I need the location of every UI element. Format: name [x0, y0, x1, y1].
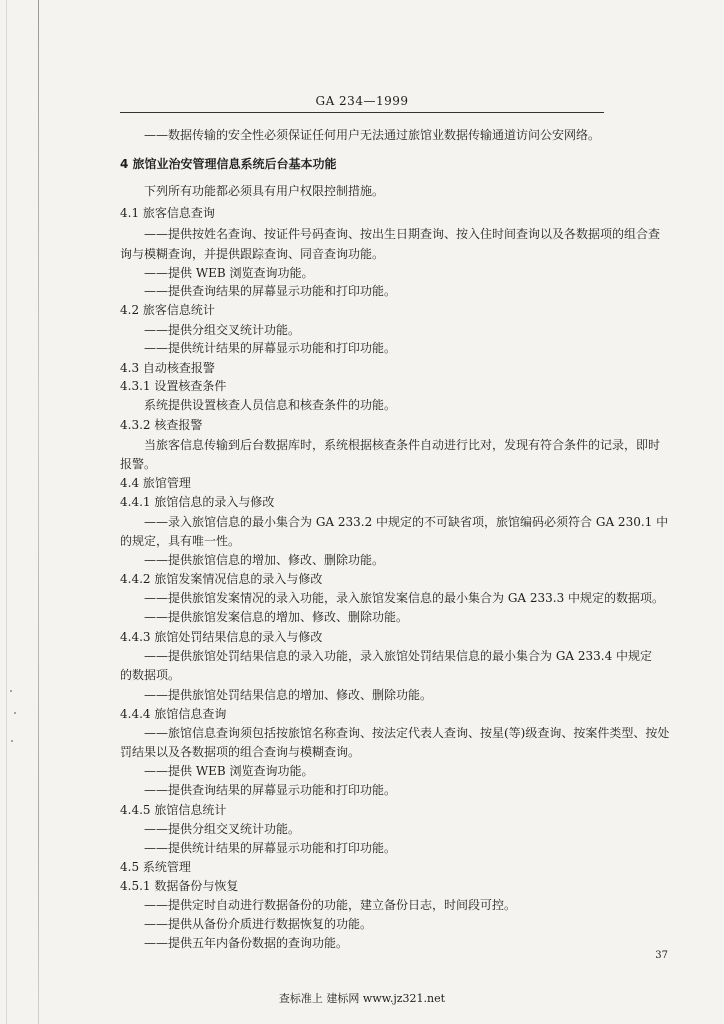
text-line: ——提供从备份介质进行数据恢复的功能。	[144, 917, 373, 931]
subsection-heading: 4.1 旅客信息查询	[120, 206, 215, 220]
subsection-heading: 4.3 自动核查报警	[120, 361, 215, 375]
text-line: ——提供查询结果的屏幕显示功能和打印功能。	[144, 284, 397, 298]
subsection-heading: 4.4 旅馆管理	[120, 476, 191, 490]
text-line: ——提供旅馆处罚结果信息的增加、修改、删除功能。	[144, 688, 433, 702]
page-number: 37	[655, 950, 668, 961]
text-line: ——数据传输的安全性必须保证任何用户无法通过旅馆业数据传输通道访问公安网络。	[144, 128, 601, 142]
text-line: 系统提供设置核查人员信息和核查条件的功能。	[144, 398, 397, 412]
header-divider	[120, 112, 604, 113]
subsection-heading: 4.4.3 旅馆处罚结果信息的录入与修改	[120, 630, 323, 644]
scan-speck	[10, 690, 12, 692]
text-line: ——提供统计结果的屏幕显示功能和打印功能。	[144, 341, 397, 355]
scan-edge-line	[38, 0, 39, 1024]
standard-number-header: GA 234—1999	[315, 94, 409, 108]
text-line: 下列所有功能都必须具有用户权限控制措施。	[144, 184, 385, 198]
text-line: ——录入旅馆信息的最小集合为 GA 233.2 中规定的不可缺省项，旅馆编码必须符合 GA 230.1 中	[144, 515, 669, 529]
scan-edge-line-outer	[6, 0, 7, 1024]
subsection-heading: 4.4.5 旅馆信息统计	[120, 803, 227, 817]
text-line: ——提供旅馆信息的增加、修改、删除功能。	[144, 553, 385, 567]
text-line: ——提供旅馆发案情况的录入功能，录入旅馆发案信息的最小集合为 GA 233.3 中规定的数据项。	[144, 591, 665, 605]
subsection-heading: 4.2 旅客信息统计	[120, 303, 215, 317]
subsection-heading: 4.4.4 旅馆信息查询	[120, 707, 227, 721]
text-line: ——提供 WEB 浏览查询功能。	[144, 266, 314, 280]
subsection-heading: 4.5 系统管理	[120, 860, 191, 874]
text-line: 的规定，具有唯一性。	[120, 534, 241, 548]
scan-speck	[14, 712, 16, 714]
text-line: 罚结果以及各数据项的组合查询与模糊查询。	[120, 745, 361, 759]
text-line: 的数据项。	[120, 668, 181, 682]
text-line: 当旅客信息传输到后台数据库时，系统根据核查条件自动进行比对，发现有符合条件的记录，即时	[144, 438, 661, 452]
text-line: ——提供 WEB 浏览查询功能。	[144, 764, 314, 778]
subsection-heading: 4.4.2 旅馆发案情况信息的录入与修改	[120, 572, 323, 586]
text-line: ——旅馆信息查询须包括按旅馆名称查询、按法定代表人查询、按星(等)级查询、按案件类型、按处	[144, 726, 670, 740]
site-watermark: 查标准上 建标网 www.jz321.net	[278, 992, 446, 1005]
text-line: ——提供旅馆处罚结果信息的录入功能，录入旅馆处罚结果信息的最小集合为 GA 233.4 中规定	[144, 649, 653, 663]
text-line: 询与模糊查询，并提供跟踪查询、同音查询功能。	[120, 247, 385, 261]
text-line: 报警。	[120, 457, 157, 471]
text-line: ——提供五年内备份数据的查询功能。	[144, 936, 349, 950]
scan-speck	[11, 740, 13, 742]
text-line: ——提供查询结果的屏幕显示功能和打印功能。	[144, 783, 397, 797]
text-line: ——提供按姓名查询、按证件号码查询、按出生日期查询、按入住时间查询以及各数据项的组合查	[144, 227, 661, 241]
text-line: ——提供定时自动进行数据备份的功能，建立备份日志，时间段可控。	[144, 898, 517, 912]
subsection-heading: 4.3.1 设置核查条件	[120, 379, 227, 393]
section-heading: 4 旅馆业治安管理信息系统后台基本功能	[120, 157, 337, 171]
subsection-heading: 4.3.2 核查报警	[120, 418, 203, 432]
text-line: ——提供统计结果的屏幕显示功能和打印功能。	[144, 841, 397, 855]
text-line: ——提供旅馆发案信息的增加、修改、删除功能。	[144, 610, 409, 624]
text-line: ——提供分组交叉统计功能。	[144, 822, 301, 836]
text-line: ——提供分组交叉统计功能。	[144, 323, 301, 337]
subsection-heading: 4.4.1 旅馆信息的录入与修改	[120, 495, 275, 509]
subsection-heading: 4.5.1 数据备份与恢复	[120, 879, 239, 893]
